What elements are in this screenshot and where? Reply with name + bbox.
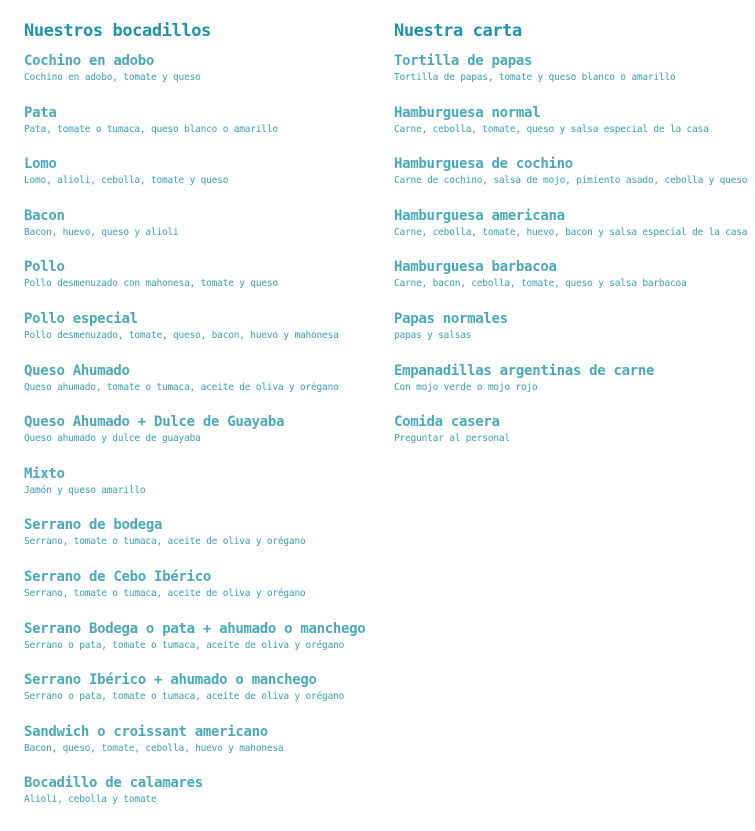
item-description: Lomo, alioli, cebolla, tomate y queso bbox=[24, 175, 229, 187]
item-description: Serrano o pata, tomate o tumaca, aceite de oliva y orégano bbox=[24, 691, 345, 703]
menu-item bbox=[24, 52, 374, 104]
item-name: Queso Ahumado + Dulce de Guayaba bbox=[24, 414, 285, 431]
carta-section bbox=[394, 20, 749, 465]
menu-item bbox=[24, 620, 374, 672]
item-description: Serrano, tomate o tumaca, aceite de oliva y orégano bbox=[24, 587, 306, 599]
item-name: Bacon bbox=[24, 207, 65, 224]
item-name: Serrano de Cebo Ibérico bbox=[24, 568, 211, 585]
menu-item bbox=[24, 104, 374, 156]
item-description: Pollo desmenuzado con mahonesa, tomate y queso bbox=[24, 278, 278, 290]
item-name: Hamburguesa barbacoa bbox=[394, 259, 557, 276]
item-description: Carne de cochino, salsa de mojo, pimiento asado, cebolla y queso bbox=[394, 175, 748, 187]
item-description: Bacon, queso, tomate, cebolla, huevo y mahonesa bbox=[24, 742, 284, 754]
item-name: Serrano Ibérico + ahumado o manchego bbox=[24, 672, 317, 689]
item-name: Hamburguesa de cochino bbox=[394, 156, 573, 173]
item-description: Pata, tomate o tumaca, queso blanco o amarillo bbox=[24, 123, 278, 135]
item-name: Bocadillo de calamares bbox=[24, 775, 203, 792]
menu-item bbox=[24, 723, 374, 775]
item-name: Cochino en adobo bbox=[24, 53, 155, 69]
menu-item bbox=[24, 413, 374, 465]
item-name: Empanadillas argentinas de carne bbox=[394, 362, 655, 379]
menu-item bbox=[24, 258, 374, 310]
section-title-carta: Nuestra carta bbox=[394, 21, 522, 41]
item-name: Pollo especial bbox=[24, 310, 138, 327]
item-description: Cochino en adobo, tomate y queso bbox=[24, 72, 201, 83]
item-description: Bacon, huevo, queso y alioli bbox=[24, 226, 179, 238]
item-name: Queso Ahumado bbox=[24, 362, 130, 379]
item-name: Pata bbox=[24, 104, 57, 121]
menu-item bbox=[394, 362, 749, 414]
item-name: Tortilla de papas bbox=[394, 53, 533, 69]
menu-item bbox=[24, 155, 374, 207]
menu-item bbox=[394, 413, 749, 465]
section-title-bocadillos: Nuestros bocadillos bbox=[24, 21, 211, 41]
item-description: papas y salsas bbox=[394, 329, 472, 341]
item-description: Carne, bacon, cebolla, tomate, queso y salsa barbacoa bbox=[394, 278, 687, 290]
bocadillos-section bbox=[24, 20, 374, 826]
item-name: Mixto bbox=[24, 465, 65, 482]
item-name: Lomo bbox=[24, 156, 57, 173]
item-description: Queso ahumado y dulce de guayaba bbox=[24, 433, 201, 445]
item-name: Comida casera bbox=[394, 414, 500, 431]
item-description: Queso ahumado, tomate o tumaca, aceite de oliva y orégano bbox=[24, 381, 339, 393]
menu-item bbox=[394, 310, 749, 362]
item-description: Serrano o pata, tomate o tumaca, aceite de oliva y orégano bbox=[24, 639, 345, 651]
menu-item bbox=[394, 258, 749, 310]
item-description: Jamón y queso amarillo bbox=[24, 484, 146, 496]
item-name: Papas normales bbox=[394, 310, 508, 327]
item-name: Sandwich o croissant americano bbox=[24, 723, 268, 740]
menu-item bbox=[24, 568, 374, 620]
menu-item bbox=[24, 465, 374, 517]
item-description: Carne, cebolla, tomate, huevo, bacon y salsa especial de la casa bbox=[394, 226, 748, 238]
menu-item bbox=[24, 310, 374, 362]
item-name: Serrano de bodega bbox=[24, 517, 163, 534]
menu-item bbox=[394, 155, 749, 207]
menu-item bbox=[24, 774, 374, 826]
item-description: Serrano, tomate o tumaca, aceite de oliva y orégano bbox=[24, 536, 306, 548]
item-name: Pollo bbox=[24, 259, 65, 276]
carta-list bbox=[394, 52, 749, 465]
item-description: Con mojo verde o mojo rojo bbox=[394, 381, 538, 393]
menu-item bbox=[24, 207, 374, 259]
menu-item bbox=[394, 52, 749, 104]
menu-item bbox=[24, 362, 374, 414]
menu-item bbox=[24, 516, 374, 568]
item-name: Hamburguesa normal bbox=[394, 104, 541, 121]
menu-item bbox=[24, 671, 374, 723]
item-description: Tortilla de papas, tomate y queso blanco o amarillo bbox=[394, 72, 676, 83]
item-name: Hamburguesa americana bbox=[394, 207, 565, 224]
item-description: Carne, cebolla, tomate, queso y salsa especial de la casa bbox=[394, 123, 709, 135]
bocadillos-list bbox=[24, 52, 374, 826]
item-description: Alioli, cebolla y tomate bbox=[24, 794, 157, 806]
item-name: Serrano Bodega o pata + ahumado o manchego bbox=[24, 620, 366, 637]
menu-item bbox=[394, 104, 749, 156]
menu-item bbox=[394, 207, 749, 259]
item-description: Pollo desmenuzado, tomate, queso, bacon, huevo y mahonesa bbox=[24, 329, 339, 341]
item-description: Preguntar al personal bbox=[394, 433, 510, 445]
